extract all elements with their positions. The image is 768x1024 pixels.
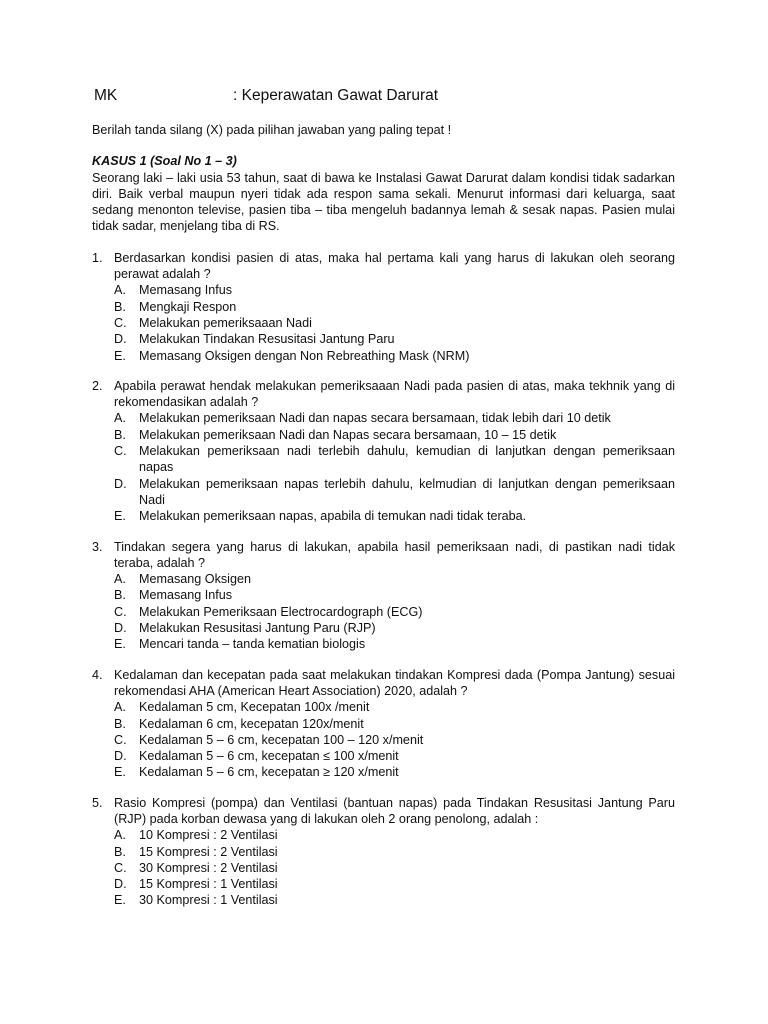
answer-option [114, 443, 675, 476]
option-text: Mencari tanda – tanda kematian biologis [139, 637, 366, 652]
option-text: Melakukan Pemeriksaan Electrocardograph (ECG) [139, 604, 423, 619]
option-letter: D. [114, 476, 127, 491]
answer-option [114, 299, 675, 315]
answer-option [114, 876, 675, 892]
option-letter: E. [114, 509, 126, 524]
option-text: Mengkaji Respon [139, 299, 237, 314]
question-number: 5. [92, 795, 103, 810]
answer-option [114, 827, 675, 843]
case-title: KASUS 1 (Soal No 1 – 3) [92, 154, 237, 169]
option-text: Kedalaman 5 cm, Kecepatan 100x /menit [139, 700, 370, 715]
option-text: Melakukan Tindakan Resusitasi Jantung Paru [139, 332, 395, 347]
question-number: 2. [92, 378, 103, 393]
question-number: 3. [92, 539, 103, 554]
answer-options [92, 571, 675, 652]
option-letter: A. [114, 572, 126, 587]
question-text: Rasio Kompresi (pompa) dan Ventilasi (bantuan napas) pada Tindakan Resusitasi Jantung Paru (RJP) pada korban dewasa yang di lakukan oleh 2 orang penolong, adalah : [114, 795, 675, 826]
option-letter: B. [114, 427, 126, 442]
answer-option [114, 732, 675, 748]
answer-option [114, 716, 675, 732]
answer-option [114, 508, 675, 524]
option-text: 30 Kompresi : 1 Ventilasi [139, 893, 278, 908]
option-text: Kedalaman 5 – 6 cm, kecepatan ≥ 120 x/menit [139, 765, 399, 780]
option-letter: D. [114, 621, 127, 636]
answer-option [114, 620, 675, 636]
question-text: Apabila perawat hendak melakukan pemeriksaaan Nadi pada pasien di atas, maka tekhnik yang di rekomendasikan adalah ? [114, 378, 675, 410]
document-body [92, 122, 675, 909]
option-text: Melakukan Resusitasi Jantung Paru (RJP) [139, 621, 376, 636]
option-letter: D. [114, 332, 127, 347]
question-stem [92, 795, 675, 828]
question-text: Tindakan segera yang harus di lakukan, apabila hasil pemeriksaan nadi, di pastikan nadi tidak teraba, adalah ? [114, 539, 675, 570]
option-text: Memasang Oksigen dengan Non Rebreathing Mask (NRM) [139, 348, 470, 363]
answer-option [114, 476, 675, 509]
option-letter: A. [114, 411, 126, 426]
answer-option [114, 571, 675, 587]
option-letter: B. [114, 299, 126, 314]
option-letter: D. [114, 749, 127, 764]
question-stem [92, 539, 675, 572]
option-letter: B. [114, 716, 126, 731]
answer-options [92, 410, 675, 524]
answer-option [114, 348, 675, 364]
course-label: MK [94, 87, 118, 104]
answer-option [114, 427, 675, 443]
case-description: Seorang laki – laki usia 53 tahun, saat di bawa ke Instalasi Gawat Darurat dalam kondisi tidak sadarkan diri. Baik verbal maupun nyeri tidak ada respon sama sekali. Menurut informasi dari keluarga, saat sedang menonton televise, pasien tiba – tiba mengeluh badannya lemah & sesak napas. Pasien mulai tidak sadar, menjelang tiba di RS. [92, 170, 675, 234]
question-list [92, 250, 675, 909]
instruction-text: Berilah tanda silang (X) pada pilihan jawaban yang paling tepat ! [92, 123, 452, 137]
option-letter: E. [114, 348, 126, 363]
answer-option [114, 764, 675, 780]
option-text: Memasang Infus [139, 588, 233, 603]
answer-option [114, 860, 675, 876]
option-letter: E. [114, 765, 126, 780]
option-text: 30 Kompresi : 2 Ventilasi [139, 860, 278, 875]
option-text: 15 Kompresi : 1 Ventilasi [139, 877, 278, 892]
course-name: : Keperawatan Gawat Darurat [233, 87, 439, 104]
option-letter: C. [114, 315, 127, 330]
answer-option [114, 331, 675, 347]
answer-option [114, 844, 675, 860]
option-letter: D. [114, 877, 127, 892]
option-text: Memasang Oksigen [139, 572, 251, 587]
option-letter: B. [114, 588, 126, 603]
answer-option [114, 282, 675, 298]
answer-option [114, 892, 675, 908]
option-letter: A. [114, 283, 126, 298]
answer-option [114, 636, 675, 652]
question-number: 1. [92, 250, 103, 265]
answer-option [114, 315, 675, 331]
question-item [92, 250, 675, 364]
option-text: Kedalaman 6 cm, kecepatan 120x/menit [139, 716, 364, 731]
option-letter: C. [114, 860, 127, 875]
option-letter: C. [114, 604, 127, 619]
question-stem [92, 250, 675, 283]
answer-options [92, 827, 675, 908]
answer-option [114, 410, 675, 426]
question-text: Berdasarkan kondisi pasien di atas, maka hal pertama kali yang harus di lakukan oleh seorang perawat adalah ? [114, 250, 675, 282]
option-letter: C. [114, 732, 127, 747]
question-item [92, 378, 675, 525]
option-text: Melakukan pemeriksaan napas terlebih dahulu, kelmudian di lanjutkan dengan pemeriksaan Nadi [139, 476, 675, 507]
option-text: 15 Kompresi : 2 Ventilasi [139, 844, 278, 859]
option-text: Melakukan pemeriksaaan Nadi [139, 315, 312, 330]
option-text: Memasang Infus [139, 283, 233, 298]
question-stem [92, 667, 675, 700]
option-letter: A. [114, 828, 126, 843]
question-text: Kedalaman dan kecepatan pada saat melakukan tindakan Kompresi dada (Pompa Jantung) sesuai rekomendasi AHA (American Heart Association) 2020, adalah ? [114, 667, 675, 698]
option-text: Kedalaman 5 – 6 cm, kecepatan 100 – 120 x/menit [139, 732, 424, 747]
option-text: 10 Kompresi : 2 Ventilasi [139, 828, 278, 843]
answer-options [92, 699, 675, 780]
question-number: 4. [92, 667, 103, 682]
option-text: Melakukan pemeriksaan Nadi dan Napas secara bersamaan, 10 – 15 detik [139, 427, 557, 442]
option-letter: A. [114, 700, 126, 715]
question-item [92, 667, 675, 781]
option-letter: E. [114, 893, 126, 908]
option-text: Melakukan pemeriksaan napas, apabila di temukan nadi tidak teraba. [139, 509, 527, 524]
answer-option [114, 604, 675, 620]
question-item [92, 539, 675, 653]
option-text: Kedalaman 5 – 6 cm, kecepatan ≤ 100 x/menit [139, 749, 399, 764]
answer-option [114, 699, 675, 715]
answer-options [92, 282, 675, 363]
question-stem [92, 378, 675, 411]
question-item [92, 795, 675, 909]
option-letter: C. [114, 444, 127, 459]
answer-option [114, 748, 675, 764]
option-text: Melakukan pemeriksaan Nadi dan napas secara bersamaan, tidak lebih dari 10 detik [139, 411, 611, 426]
answer-option [114, 587, 675, 603]
option-text: Melakukan pemeriksaan nadi terlebih dahulu, kemudian di lanjutkan dengan pemeriksaan napas [139, 444, 675, 475]
option-letter: E. [114, 637, 126, 652]
option-letter: B. [114, 844, 126, 859]
